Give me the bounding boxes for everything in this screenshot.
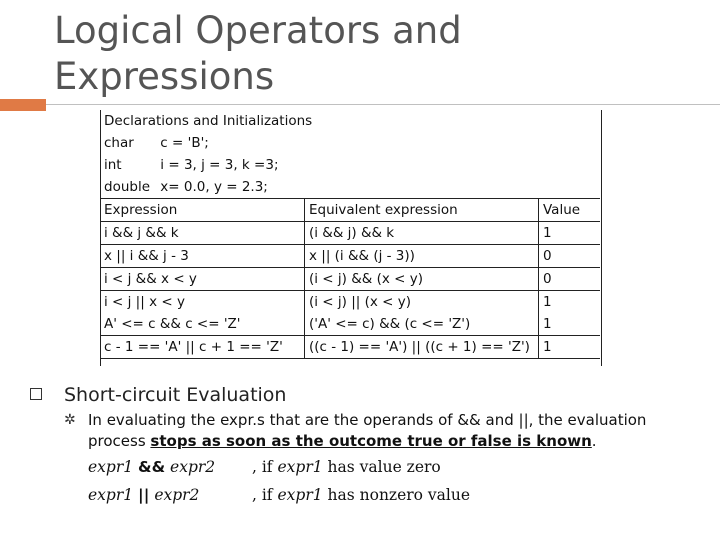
cell-expression: c - 1 == 'A' || c + 1 == 'Z' xyxy=(100,336,305,359)
condition-variable: expr1 xyxy=(277,458,323,476)
slide-title-line-2: Expressions xyxy=(54,55,275,98)
condition-prefix: , if xyxy=(252,486,278,504)
sub-bullet-icon: ✲ xyxy=(64,412,76,428)
example-lhs xyxy=(88,458,252,476)
cell-equivalent: x || (i && (j - 3)) xyxy=(305,245,539,268)
declarations-heading: Declarations and Initializations xyxy=(104,113,313,129)
cell-value: 1 xyxy=(539,336,601,359)
table-row xyxy=(100,245,600,268)
operand-b: expr2 xyxy=(170,458,216,476)
operator: || xyxy=(138,486,150,504)
sub-bullet-text xyxy=(88,410,704,452)
cell-equivalent: ((c - 1) == 'A') || ((c + 1) == 'Z') xyxy=(305,336,539,359)
declarations-heading-row xyxy=(100,110,600,132)
operand-b: expr2 xyxy=(154,486,200,504)
declaration-text: x= 0.0, y = 2.3; xyxy=(160,179,268,195)
condition-suffix: has nonzero value xyxy=(322,486,471,504)
accent-bar xyxy=(0,99,46,111)
operator: && xyxy=(138,458,166,476)
condition-variable: expr1 xyxy=(277,486,323,504)
cell-expression: i < j && x < y xyxy=(100,268,305,291)
table-row xyxy=(100,222,600,245)
header-equivalent: Equivalent expression xyxy=(305,199,539,222)
slide-title-line-1: Logical Operators and xyxy=(54,9,462,52)
table-row xyxy=(100,268,600,291)
square-bullet-icon xyxy=(30,388,42,400)
title-divider xyxy=(46,104,720,105)
declaration-row xyxy=(100,154,600,176)
header-expression: Expression xyxy=(100,199,305,222)
cell-expression: A' <= c && c <= 'Z' xyxy=(104,316,241,332)
declaration-type: double xyxy=(104,179,151,195)
table-row xyxy=(100,291,600,314)
declaration-type: int xyxy=(104,157,122,173)
cell-equivalent: (i < j) && (x < y) xyxy=(305,268,539,291)
sub-bullet-emphasis: stops as soon as the outcome true or false is known xyxy=(150,432,592,450)
example-lhs xyxy=(88,486,252,504)
declaration-row xyxy=(100,176,600,199)
condition-suffix: has value zero xyxy=(322,458,441,476)
declaration-row xyxy=(100,132,600,154)
slide-title xyxy=(54,8,462,100)
cell-equivalent: (i && j) && k xyxy=(305,222,539,245)
cell-value: 0 xyxy=(539,268,601,291)
cell-value: 0 xyxy=(539,245,601,268)
cell-value: 1 xyxy=(539,313,601,336)
table-row xyxy=(100,313,600,336)
declaration-text: i = 3, j = 3, k =3; xyxy=(160,157,279,173)
example-and xyxy=(88,458,441,476)
cell-expression: x || i && j - 3 xyxy=(100,245,305,268)
operand-a: expr1 xyxy=(88,486,134,504)
cell-expression: i && j && k xyxy=(100,222,305,245)
cell-value: 1 xyxy=(539,291,601,314)
header-value: Value xyxy=(539,199,601,222)
condition-prefix: , if xyxy=(252,458,278,476)
example-or xyxy=(88,486,470,504)
operand-a: expr1 xyxy=(88,458,134,476)
bullet-heading: Short-circuit Evaluation xyxy=(64,384,287,406)
declaration-type: char xyxy=(104,135,134,151)
sub-bullet-prefix: In evaluating the expr.s that are the operands of && and ||, the evaluation process xyxy=(88,411,647,450)
table-row xyxy=(100,336,600,359)
sub-bullet-suffix: . xyxy=(591,432,597,450)
sub-bullet xyxy=(64,410,704,452)
cell-equivalent: ('A' <= c) && (c <= 'Z') xyxy=(305,313,539,336)
declaration-text: c = 'B'; xyxy=(160,135,209,151)
cell-expression: i < j || x < y xyxy=(100,291,305,314)
operators-table xyxy=(100,110,600,359)
cell-value: 1 xyxy=(539,222,601,245)
cell-equivalent: (i < j) || (x < y) xyxy=(305,291,539,314)
table-header-row xyxy=(100,199,600,222)
bullet-short-circuit xyxy=(30,384,286,406)
